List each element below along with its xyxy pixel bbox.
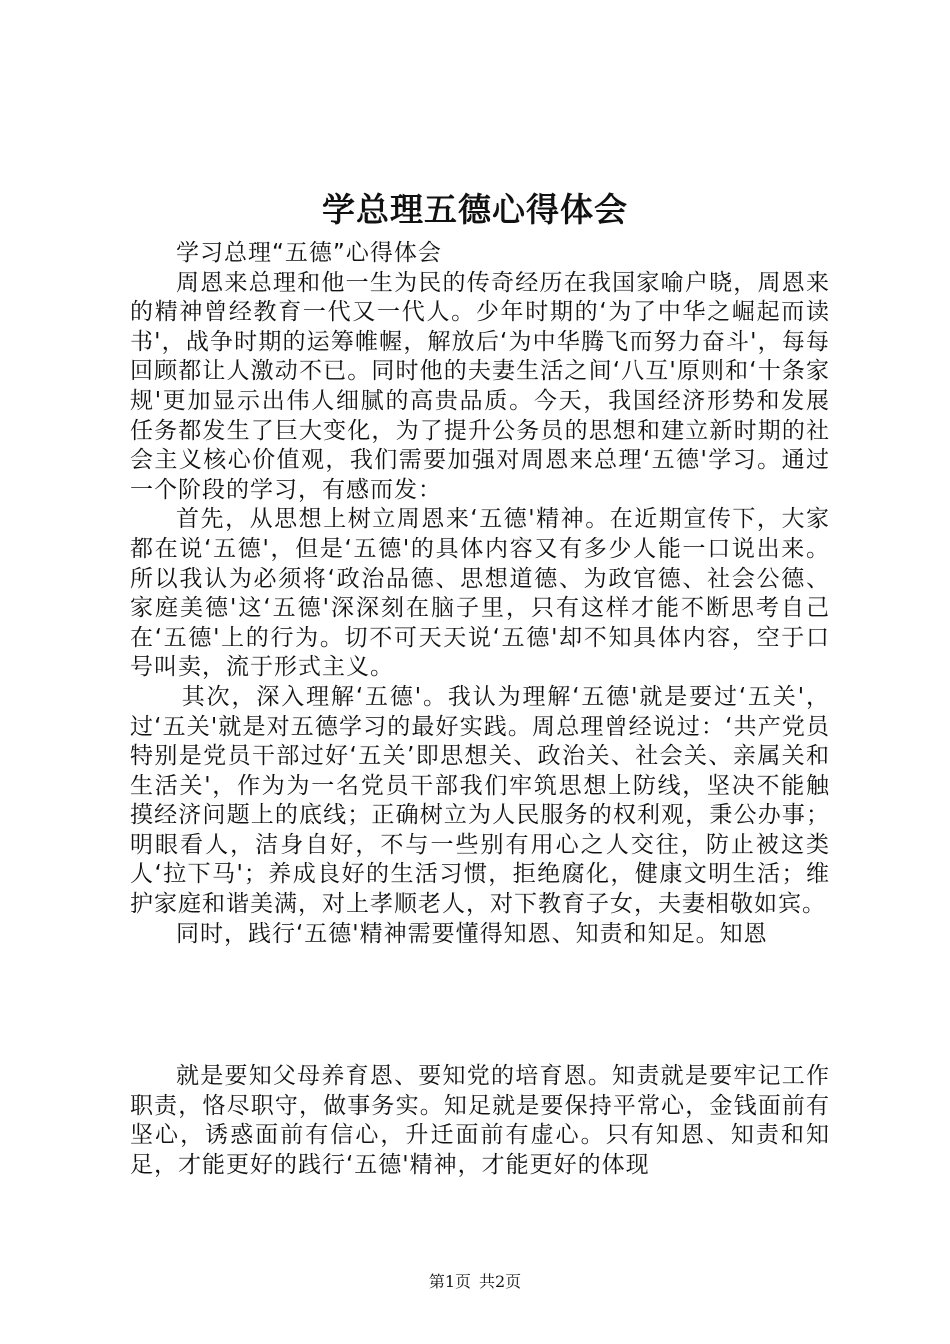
paragraph-intro: 周恩来总理和他一生为民的传奇经历在我国家喻户晓，周恩来的精神曾经教育一代又一代人。少年时期的‘为了中华之崛起而读书'，战争时期的运筹帷幄，解放后‘为中华腾飞而努力奋斗'，每每回顾都让人激动不已。同时他的夫妻生活之间‘八互'原则和‘十条家规'更加显示出伟人细腻的高贵品质。今天，我国经济形势和发展任务都发生了巨大变化，为了提升公务员的思想和建立新时期的社会主义核心价值观，我们需要加强对周恩来总理‘五德'学习。通过一个阶段的学习，有感而发： <box>130 269 830 503</box>
page-footer <box>0 1272 950 1292</box>
document-title: 学总理五德心得体会 <box>322 190 628 229</box>
paragraph-second: 其次，深入理解‘五德'。我认为理解‘五德'就是要过‘五关'，过‘五关'就是对五德学习的最好实践。周总理曾经说过：‘共产党员特别是党员干部过好‘五关’即思想关、政治关、社会关、亲属关和生活关'，作为为一名党员干部我们牢筑思想上防线，坚决不能触摸经济问题上的底线；正确树立为人民服务的权利观，秉公办事；明眼看人，洁身自好，不与一些别有用心之人交往，防止被这类人‘拉下马'；养成良好的生活习惯，拒绝腐化，健康文明生活；维护家庭和谐美满，对上孝顺老人，对下教育子女，夫妻相敬如宾。 <box>130 683 830 918</box>
document-body <box>130 239 830 949</box>
page-total: 共2页 <box>479 1272 522 1291</box>
paragraph-first: 首先，从思想上树立周恩来‘五德'精神。在近期宣传下，大家都在说‘五德'，但是‘五德'的具体内容又有多少人能一口说出来。所以我认为必须将‘政治品德、思想道德、为政官德、社会公德、家庭美德'这‘五德'深深刻在脑子里，只有这样才能不断思考自己在‘五德'上的行为。切不可天天说‘五德'却不知具体内容，空于口号叫卖，流于形式主义。 <box>130 506 830 681</box>
page-number: 第1页 <box>428 1272 471 1291</box>
document-body-continued <box>130 1062 830 1180</box>
document-subtitle: 学习总理“五德”心得体会 <box>176 240 442 266</box>
paragraph-third-continued: 就是要知父母养育恩、要知党的培育恩。知责就是要牢记工作职责，恪尽职守，做事务实。知足就是要保持平常心，金钱面前有坚心，诱惑面前有信心，升迁面前有虚心。只有知恩、知责和知足，才能更好的践行‘五德'精神，才能更好的体现 <box>130 1063 830 1178</box>
paragraph-third: 同时，践行‘五德'精神需要懂得知恩、知责和知足。知恩 <box>176 920 768 947</box>
